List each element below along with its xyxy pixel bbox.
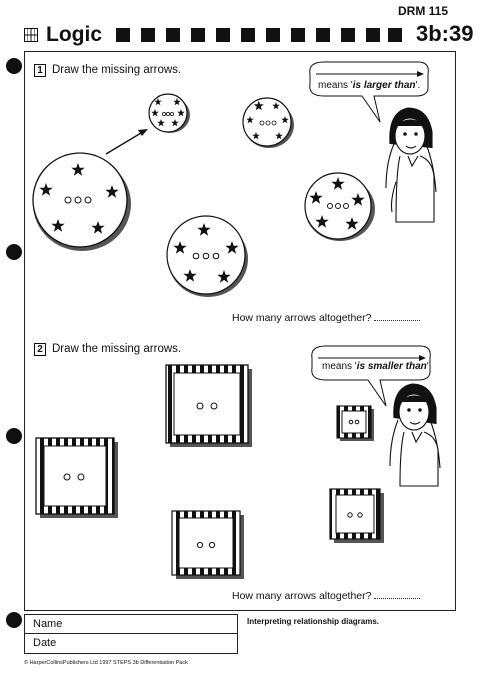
large-star-button	[33, 153, 131, 251]
name-field[interactable]: Name	[33, 618, 63, 630]
instruction-text: Draw the missing arrows.	[52, 343, 182, 355]
bubble-text-2	[322, 361, 431, 372]
question-text: How many arrows altogether?	[232, 590, 372, 602]
answer-line[interactable]	[374, 598, 420, 599]
binder-hole	[6, 428, 22, 444]
name-date-box	[24, 614, 238, 654]
bottom-star-button	[167, 216, 248, 297]
bubble-prefix: means '	[322, 361, 357, 372]
copyright-notice: © HarperCollinsPublishers Ltd 1997 STEPS 3b Differentiation Pack	[24, 660, 188, 666]
footer-caption: Interpreting relationship diagrams.	[247, 617, 380, 626]
bubble-suffix: '.	[426, 361, 432, 372]
left-square-button	[36, 438, 118, 518]
section-1-diagram	[24, 52, 454, 342]
binder-hole	[6, 612, 22, 628]
worksheet-header	[24, 21, 474, 48]
question-2	[232, 590, 420, 602]
question-text: How many arrows altogether?	[232, 312, 372, 324]
example-arrow	[106, 129, 148, 154]
question-number: 2	[34, 343, 46, 356]
small-square-button	[337, 406, 374, 441]
relation-text: is smaller than	[356, 361, 427, 372]
relation-text: is larger than	[352, 80, 416, 91]
section-2-diagram	[24, 336, 454, 606]
bubble-text-1	[318, 80, 420, 91]
question-1	[232, 312, 420, 324]
instruction-text: Draw the missing arrows.	[52, 64, 182, 76]
grid-logo-icon	[24, 28, 38, 42]
girl-illustration	[390, 384, 440, 486]
small-star-button	[149, 94, 190, 133]
page-title: Logic	[46, 23, 102, 46]
binder-hole	[6, 58, 22, 74]
large-square-button	[166, 365, 252, 447]
bottom-square-button	[172, 511, 244, 579]
bubble-prefix: means '	[318, 80, 353, 91]
decorative-squares	[116, 28, 402, 44]
right-square-button	[330, 489, 384, 543]
medium-star-button	[243, 98, 294, 148]
bubble-suffix: '.	[415, 80, 421, 91]
question-number: 1	[34, 64, 46, 77]
binder-hole	[6, 244, 22, 260]
worksheet-code: DRM 115	[398, 4, 449, 18]
answer-line[interactable]	[374, 320, 420, 321]
girl-illustration	[386, 108, 436, 222]
date-field[interactable]: Date	[25, 633, 237, 652]
medium-large-star-button	[305, 173, 375, 241]
sheet-number: 3b:39	[416, 21, 474, 46]
